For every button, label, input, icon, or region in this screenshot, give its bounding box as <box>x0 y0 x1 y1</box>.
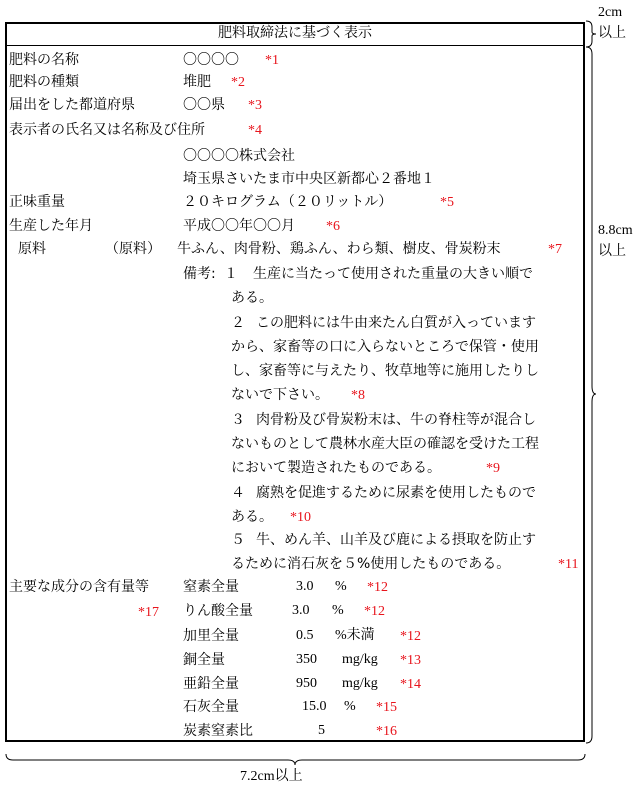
note-14: *14 <box>400 677 421 692</box>
note-8: *8 <box>351 388 365 403</box>
remark-4-line-1: 腐熟を促進するために尿素を使用したもので <box>256 485 536 501</box>
remarks-heading: 備考: <box>183 266 216 282</box>
comp-unit-3: %未満 <box>335 628 375 643</box>
label-kind: 肥料の種類 <box>9 74 79 90</box>
dim-top: 2cm <box>598 5 623 20</box>
brace-right <box>585 46 597 744</box>
label-date: 生産した年月 <box>9 218 93 234</box>
remark-5-line-2: るために消石灰を５%使用したものである。 <box>231 556 511 572</box>
comp-value-1: 3.0 <box>296 579 314 594</box>
value-kind: 堆肥 <box>183 74 211 90</box>
comp-name-5: 亜鉛全量 <box>183 676 239 692</box>
remark-3-line-3: において製造されたものである。 <box>231 460 441 476</box>
note-13: *13 <box>400 653 421 668</box>
comp-value-2: 3.0 <box>292 603 310 618</box>
dim-bottom: 7.2cm以上 <box>240 769 303 784</box>
note-10: *10 <box>290 510 311 525</box>
remark-5-num: ５ <box>231 532 245 548</box>
owner-company: 〇〇〇〇株式会社 <box>183 148 295 164</box>
label-name: 肥料の名称 <box>9 52 79 68</box>
remark-2-line-3: し、家畜等に与えたり、牧草地等に施用したりし <box>231 363 539 379</box>
note-5: *5 <box>440 195 454 210</box>
note-12c: *12 <box>400 629 421 644</box>
remark-2-line-2: から、家畜等の口に入らないところで保管・使用 <box>231 339 539 355</box>
value-weight: ２０キログラム（２０リットル） <box>183 194 393 210</box>
note-9: *9 <box>486 461 500 476</box>
remark-1-num: １ <box>224 266 238 282</box>
comp-name-1: 窒素全量 <box>183 579 239 595</box>
comp-value-7: 5 <box>318 723 325 738</box>
label-components: 主要な成分の含有量等 <box>9 579 149 595</box>
brace-top <box>585 20 597 48</box>
value-material: 牛ふん、肉骨粉、鶏ふん、わら類、樹皮、骨炭粉末 <box>177 241 501 257</box>
dim-right: 8.8cm <box>598 223 633 238</box>
label-material: 原料 <box>18 241 46 257</box>
label-title: 肥料取締法に基づく表示 <box>5 22 585 46</box>
comp-name-7: 炭素窒素比 <box>183 723 253 739</box>
comp-name-2: りん酸全量 <box>183 603 253 619</box>
dim-right-suffix: 以上 <box>598 243 626 259</box>
label-weight: 正味重量 <box>9 194 65 210</box>
comp-unit-4: mg/kg <box>342 652 378 667</box>
comp-name-6: 石灰全量 <box>183 699 239 715</box>
note-12a: *12 <box>367 580 388 595</box>
remark-3-line-2: ないものとして農林水産大臣の確認を受けた工程 <box>231 436 539 452</box>
note-11: *11 <box>558 557 579 572</box>
value-pref: 〇〇県 <box>183 97 225 113</box>
remark-3-line-1: 肉骨粉及び骨炭粉末は、牛の脊柱等が混合し <box>256 412 536 428</box>
label-owner: 表示者の氏名又は名称及び住所 <box>9 122 205 138</box>
note-4: *4 <box>248 123 262 138</box>
note-16: *16 <box>376 724 397 739</box>
comp-unit-1: % <box>335 579 347 594</box>
label-material-2: （原料） <box>105 241 161 257</box>
comp-unit-2: % <box>332 603 344 618</box>
comp-unit-5: mg/kg <box>342 676 378 691</box>
comp-value-5: 950 <box>296 676 317 691</box>
comp-name-3: 加里全量 <box>183 628 239 644</box>
comp-name-4: 銅全量 <box>183 652 225 668</box>
note-7: *7 <box>548 242 562 257</box>
label-pref: 届出をした都道府県 <box>9 97 135 113</box>
remark-1-line-1: 生産に当たって使用された重量の大きい順で <box>253 266 533 282</box>
value-date: 平成〇〇年〇〇月 <box>183 218 295 234</box>
remark-2-num: ２ <box>231 315 245 331</box>
brace-bottom <box>5 753 587 767</box>
remark-2-line-1: この肥料には牛由来たん白質が入っています <box>256 315 536 331</box>
remark-2-line-4: ないで下さい。 <box>231 387 329 403</box>
note-3: *3 <box>248 98 262 113</box>
remark-1-line-2: ある。 <box>231 290 273 306</box>
comp-unit-6: % <box>344 699 356 714</box>
comp-value-6: 15.0 <box>302 699 327 714</box>
note-1: *1 <box>265 53 279 68</box>
note-12b: *12 <box>364 604 385 619</box>
owner-address: 埼玉県さいたま市中央区新都心２番地１ <box>183 171 435 187</box>
comp-value-3: 0.5 <box>296 628 314 643</box>
remark-4-num: ４ <box>231 485 245 501</box>
value-name: 〇〇〇〇 <box>183 52 239 68</box>
note-15: *15 <box>376 700 397 715</box>
dim-top-suffix: 以上 <box>598 25 626 41</box>
note-2: *2 <box>231 75 245 90</box>
remark-3-num: ３ <box>231 412 245 428</box>
note-6: *6 <box>326 219 340 234</box>
note-17: *17 <box>138 605 159 620</box>
remark-5-line-1: 牛、めん羊、山羊及び鹿による摂取を防止す <box>256 532 536 548</box>
remark-4-line-2: ある。 <box>231 509 273 525</box>
comp-value-4: 350 <box>296 652 317 667</box>
